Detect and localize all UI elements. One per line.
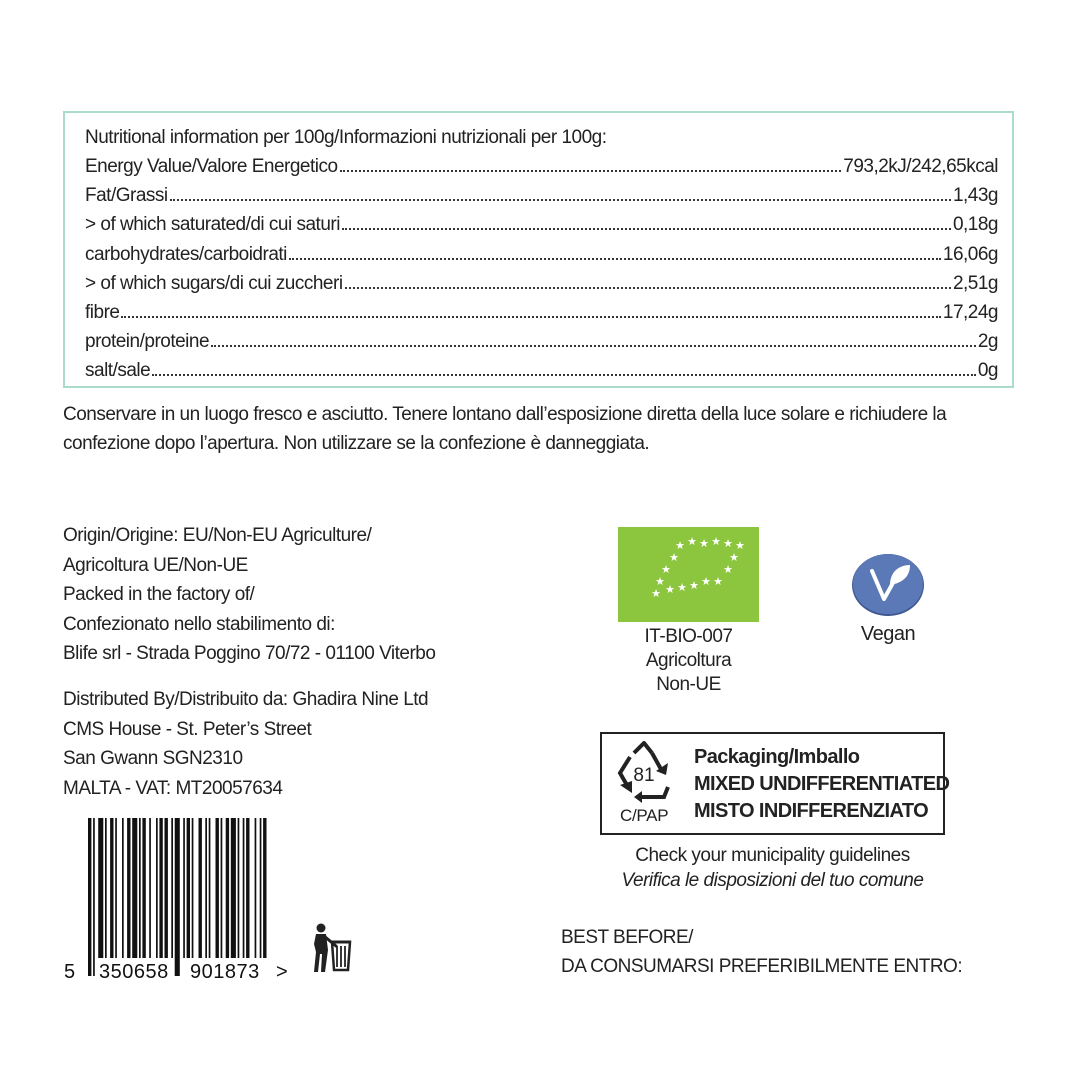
barcode-bar bbox=[156, 818, 158, 958]
nutrient-value: 793,2kJ/242,65kcal bbox=[843, 156, 998, 177]
barcode-bar bbox=[98, 818, 103, 958]
barcode-bar bbox=[231, 818, 236, 958]
barcode-bars bbox=[88, 818, 267, 976]
barcode-bar bbox=[260, 818, 262, 958]
barcode-digits-right: 901873 bbox=[190, 961, 260, 983]
nutrition-row bbox=[85, 356, 998, 385]
eu-star: ★ bbox=[665, 584, 675, 596]
eu-star: ★ bbox=[689, 580, 699, 592]
packaging-text bbox=[694, 744, 949, 825]
nutrient-value: 0g bbox=[977, 360, 998, 382]
leader-dots bbox=[152, 374, 976, 376]
distributor-line: Distributed By/Distribuito da: Ghadira Nine Ltd bbox=[63, 689, 429, 710]
recycle-icon bbox=[614, 741, 674, 805]
organic-code-line: Non-UE bbox=[656, 674, 721, 695]
best-before-line: DA CONSUMARSI PREFERIBILMENTE ENTRO: bbox=[561, 956, 963, 977]
distributor-line: MALTA - VAT: MT20057634 bbox=[63, 777, 283, 799]
barcode-bar bbox=[93, 818, 95, 976]
eu-star: ★ bbox=[713, 576, 723, 588]
vegan-label: Vegan bbox=[860, 623, 916, 645]
leader-dots bbox=[211, 345, 976, 347]
eu-star: ★ bbox=[669, 552, 679, 564]
nutrient-value: 16,06g bbox=[942, 243, 998, 265]
barcode-bar bbox=[115, 818, 117, 958]
best-before bbox=[561, 923, 962, 981]
barcode bbox=[62, 818, 302, 983]
nutrient-label: > of which saturated/di cui saturi bbox=[85, 214, 340, 236]
barcode-bar bbox=[221, 818, 223, 958]
best-before-line: BEST BEFORE/ bbox=[561, 927, 693, 948]
barcode-digit-first: 5 bbox=[64, 961, 76, 983]
barcode-bar bbox=[122, 818, 124, 958]
nutrient-label: salt/sale bbox=[85, 360, 151, 382]
nutrient-value: 1,43g bbox=[952, 185, 998, 207]
nutrition-row bbox=[85, 210, 998, 239]
barcode-bar bbox=[199, 818, 202, 958]
barcode-bar bbox=[243, 818, 245, 958]
packaging-line: MIXED UNDIFFERENTIATED bbox=[694, 773, 950, 795]
barcode-bar bbox=[175, 818, 180, 976]
barcode-bar bbox=[187, 818, 190, 958]
nutrient-value: 2g bbox=[977, 331, 998, 353]
barcode-bar bbox=[127, 818, 130, 958]
barcode-bar bbox=[226, 818, 229, 958]
check-line-en: Check your municipality guidelines bbox=[635, 845, 910, 866]
eu-star: ★ bbox=[735, 540, 745, 552]
eu-star: ★ bbox=[711, 536, 721, 548]
eu-star: ★ bbox=[651, 588, 661, 600]
distributor-line: San Gwann SGN2310 bbox=[63, 748, 243, 769]
barcode-bar bbox=[216, 818, 219, 958]
material-code: C/PAP bbox=[620, 806, 669, 825]
nutrition-row bbox=[85, 298, 998, 327]
origin-line: Origin/Origine: EU/Non-EU Agriculture/ bbox=[63, 525, 372, 546]
vegan-v-leaf-icon bbox=[850, 551, 926, 617]
nutrient-value: 2,51g bbox=[952, 272, 998, 294]
leader-dots bbox=[289, 258, 941, 260]
packaging-line: MISTO INDIFFERENZIATO bbox=[694, 800, 929, 822]
nutrition-title: Nutritional information per 100g/Informazioni nutrizionali per 100g: bbox=[85, 127, 607, 148]
leader-dots bbox=[121, 316, 940, 318]
eu-star: ★ bbox=[661, 564, 671, 576]
nutrient-label: protein/proteine bbox=[85, 331, 210, 353]
nutrition-row bbox=[85, 181, 998, 210]
barcode-end-mark: > bbox=[276, 961, 288, 983]
eu-star: ★ bbox=[699, 538, 709, 550]
tidyman-bin-icon bbox=[310, 922, 352, 974]
barcode-digits-left: 350658 bbox=[99, 961, 169, 983]
nutrition-row bbox=[85, 269, 998, 298]
barcode-bar bbox=[110, 818, 113, 958]
barcode-bar bbox=[171, 818, 173, 958]
organic-code-line: Agricoltura bbox=[645, 650, 732, 671]
barcode-bar bbox=[105, 818, 107, 958]
nutrient-label: Energy Value/Valore Energetico bbox=[85, 156, 338, 177]
nutrient-label: carbohydrates/carboidrati bbox=[85, 243, 287, 265]
barcode-bar bbox=[246, 818, 249, 958]
nutrient-label: fibre bbox=[85, 302, 120, 324]
barcode-bar bbox=[149, 818, 151, 958]
barcode-bar bbox=[205, 818, 207, 958]
disposal-guidelines bbox=[600, 843, 945, 893]
eu-star: ★ bbox=[677, 582, 687, 594]
storage-instructions bbox=[63, 400, 1023, 458]
leader-dots bbox=[342, 228, 951, 230]
nutrient-label: Fat/Grassi bbox=[85, 185, 168, 207]
barcode-bar bbox=[132, 818, 137, 958]
nutrient-label: > of which sugars/di cui zuccheri bbox=[85, 272, 343, 294]
origin-info bbox=[63, 521, 435, 669]
nutrition-row bbox=[85, 327, 998, 356]
packaging-line: Packaging/Imballo bbox=[694, 746, 860, 768]
organic-certification-code bbox=[600, 625, 777, 697]
nutrient-value: 0,18g bbox=[952, 214, 998, 236]
barcode-bar bbox=[142, 818, 145, 958]
barcode-bar bbox=[183, 818, 185, 958]
barcode-bar bbox=[192, 818, 194, 958]
eu-star: ★ bbox=[729, 552, 739, 564]
barcode-bar bbox=[209, 818, 211, 958]
organic-code-line: IT-BIO-007 bbox=[644, 626, 733, 647]
eu-organic-leaf-icon bbox=[618, 527, 759, 622]
barcode-bar bbox=[238, 818, 240, 958]
barcode-bar bbox=[255, 818, 257, 958]
material-number: 81 bbox=[633, 765, 655, 786]
nutrition-row bbox=[85, 240, 998, 269]
storage-line: Conservare in un luogo fresco e asciutto. Tenere lontano dall’esposizione diretta della luce solare e richiudere la bbox=[63, 404, 947, 425]
leader-dots bbox=[345, 287, 951, 289]
eu-star: ★ bbox=[655, 576, 665, 588]
origin-line: Blife srl - Strada Poggino 70/72 - 01100 Viterbo bbox=[63, 643, 436, 664]
distributor-info bbox=[63, 685, 428, 803]
eu-star: ★ bbox=[723, 564, 733, 576]
barcode-bar bbox=[88, 818, 91, 976]
barcode-bar bbox=[263, 818, 266, 958]
origin-line: Confezionato nello stabilimento di: bbox=[63, 613, 335, 635]
origin-line: Packed in the factory of/ bbox=[63, 584, 255, 605]
barcode-bar bbox=[159, 818, 162, 958]
nutrient-value: 17,24g bbox=[942, 302, 998, 324]
eu-star: ★ bbox=[723, 538, 733, 550]
nutrition-row bbox=[85, 152, 998, 181]
packaging-disposal-box bbox=[600, 732, 950, 835]
eu-star: ★ bbox=[701, 576, 711, 588]
origin-line: Agricoltura UE/Non-UE bbox=[63, 554, 248, 576]
storage-line: confezione dopo l’apertura. Non utilizzare se la confezione è danneggiata. bbox=[63, 433, 650, 454]
leader-dots bbox=[170, 199, 951, 201]
eu-star: ★ bbox=[687, 536, 697, 548]
barcode-bar bbox=[139, 818, 141, 958]
eu-star: ★ bbox=[675, 540, 685, 552]
barcode-bar bbox=[165, 818, 168, 958]
leader-dots bbox=[340, 170, 842, 172]
distributor-line: CMS House - St. Peter’s Street bbox=[63, 718, 312, 740]
check-line-it: Verifica le disposizioni del tuo comune bbox=[621, 870, 924, 891]
nutrition-table bbox=[63, 111, 1014, 388]
